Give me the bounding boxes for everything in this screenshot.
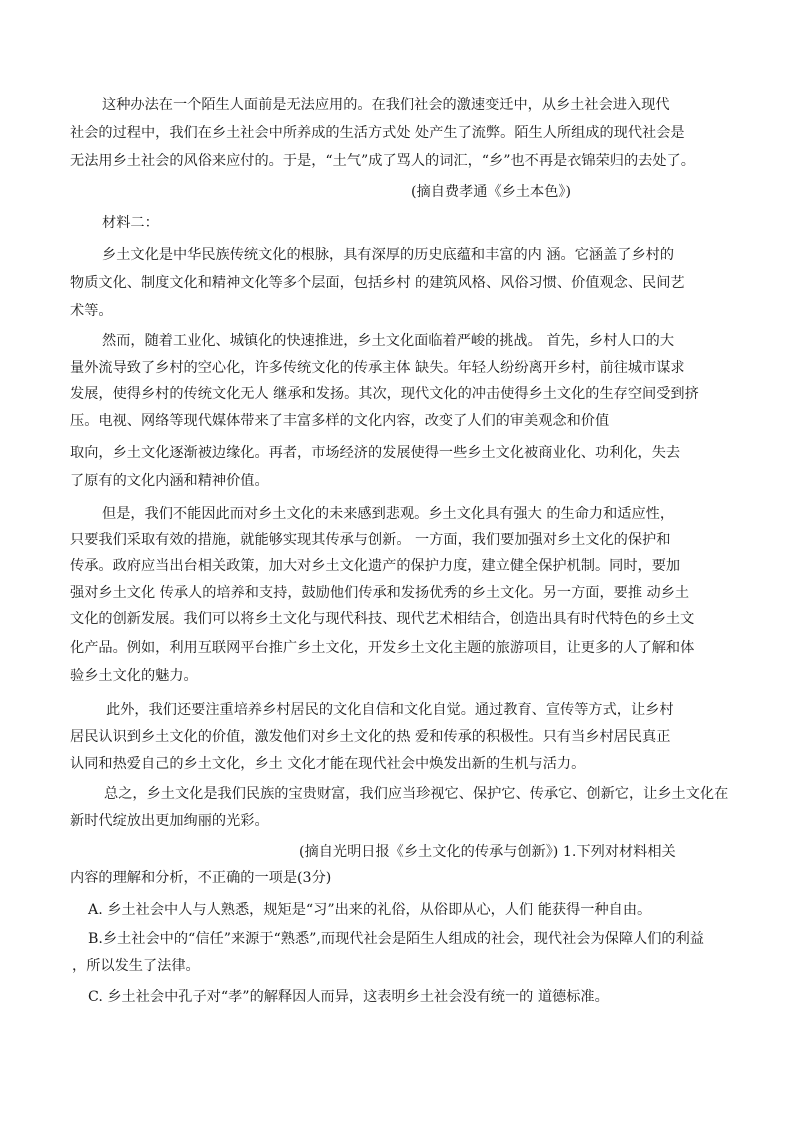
- question-1-stem: 内容的理解和分析，不正确的一项是(3分): [70, 870, 332, 886]
- paragraph-1-line: 无法用乡土社会的风俗来应付的。于是，“土气”成了骂人的词汇，“乡”也不再是衣锦荣归的去处了。: [70, 153, 695, 169]
- paragraph-4-line: 文化的创新发展。我们可以将乡土文化与现代科技、现代艺术相结合，创造出具有时代特色的乡土文: [70, 611, 695, 627]
- paragraph-4-line: 只要我们采取有效的措施，就能够实现其传承与创新。 一方面，我们要加强对乡土文化的保护和: [70, 532, 671, 548]
- source-citation-2: (摘自光明日报《乡土文化的传承与创新》) 1.下列对材料相关: [299, 844, 676, 860]
- option-a: A. 乡土社会中人与人熟悉，规矩是“习”出来的礼俗，从俗即从心，人们 能获得一种自由。: [88, 902, 652, 918]
- paragraph-3-line: 然而，随着工业化、城镇化的快速推进，乡土文化面临着严峻的挑战。 首先，乡村人口的大: [102, 333, 675, 349]
- paragraph-2-line: 物质文化、制度文化和精神文化等多个层面，包括乡村 的建筑风格、风俗习惯、价值观念、民间艺: [70, 275, 685, 291]
- option-b-line: ，所以发生了法律。: [72, 958, 200, 974]
- paragraph-5-line: 认同和热爱自己的乡土文化，乡土 文化才能在现代社会中焕发出新的生机与活力。: [70, 756, 586, 772]
- paragraph-3-line: 压。电视、网络等现代媒体带来了丰富多样的文化内容，改变了人们的审美观念和价值: [70, 413, 610, 429]
- option-c: C. 乡土社会中孔子对“孝”的解释因人而异，这表明乡土社会没有统一的 道德标准。: [88, 989, 609, 1005]
- paragraph-4-line: 传承。政府应当出台相关政策，加大对乡土文化遗产的保护力度，建立健全保护机制。同时，要加: [70, 558, 681, 574]
- paragraph-5-line: 居民认识到乡土文化的价值，激发他们对乡土文化的热 爱和传承的积极性。只有当乡村居民真正: [70, 729, 671, 745]
- paragraph-3-line: 取向，乡土文化逐渐被边缘化。再者，市场经济的发展使得一些乡土文化被商业化、功利化，失去: [70, 445, 681, 461]
- paragraph-6-line: 新时代绽放出更加绚丽的光彩。: [70, 813, 269, 829]
- paragraph-3-line: 了原有的文化内涵和精神价值。: [70, 473, 269, 489]
- paragraph-6-line: 总之，乡土文化是我们民族的宝贵财富，我们应当珍视它、保护它、传承它、创新它，让乡土文化在: [104, 786, 729, 802]
- paragraph-3-line: 量外流导致了乡村的空心化，许多传统文化的传承主体 缺失。年轻人纷纷离开乡村，前往城市谋求: [70, 360, 685, 376]
- paragraph-3-line: 发展，使得乡村的传统文化无人 继承和发扬。其次，现代文化的冲击使得乡土文化的生存空间受到挤: [70, 386, 699, 402]
- paragraph-4-line: 强对乡土文化 传承人的培养和支持，鼓励他们传承和发扬优秀的乡土文化。另一方面，要推 动乡土: [70, 585, 690, 601]
- material-2-label: 材料二：: [102, 215, 159, 231]
- paragraph-2-line: 术等。: [70, 303, 113, 319]
- paragraph-1-line: 社会的过程中，我们在乡土社会中所养成的生活方式处 处产生了流弊。陌生人所组成的现代社会是: [70, 125, 685, 141]
- paragraph-2-line: 乡土文化是中华民族传统文化的根脉，具有深厚的历史底蕴和丰富的内 涵。它涵盖了乡村的: [102, 247, 675, 263]
- paragraph-4-line: 但是，我们不能因此而对乡土文化的未来感到悲观。乡土文化具有强大 的生命力和适应性，: [102, 506, 675, 522]
- paragraph-1-line: 这种办法在一个陌生人面前是无法应用的。在我们社会的激速变迁中，从乡土社会进入现代: [102, 97, 670, 113]
- paragraph-5-line: 此外，我们还要注重培养乡村居民的文化自信和文化自觉。通过教育、宣传等方式，让乡村: [106, 702, 674, 718]
- option-b-line: B.乡土社会中的“信任”来源于“熟悉”,而现代社会是陌生人组成的社会，现代社会为保障人们的利益: [88, 931, 704, 947]
- paragraph-4-line: 化产品。例如，利用互联网平台推广乡土文化，开发乡土文化主题的旅游项目，让更多的人了解和体: [70, 640, 695, 656]
- source-citation-1: (摘自费孝通《乡土本色》): [411, 184, 572, 200]
- paragraph-4-line: 验乡土文化的魅力。: [70, 668, 198, 684]
